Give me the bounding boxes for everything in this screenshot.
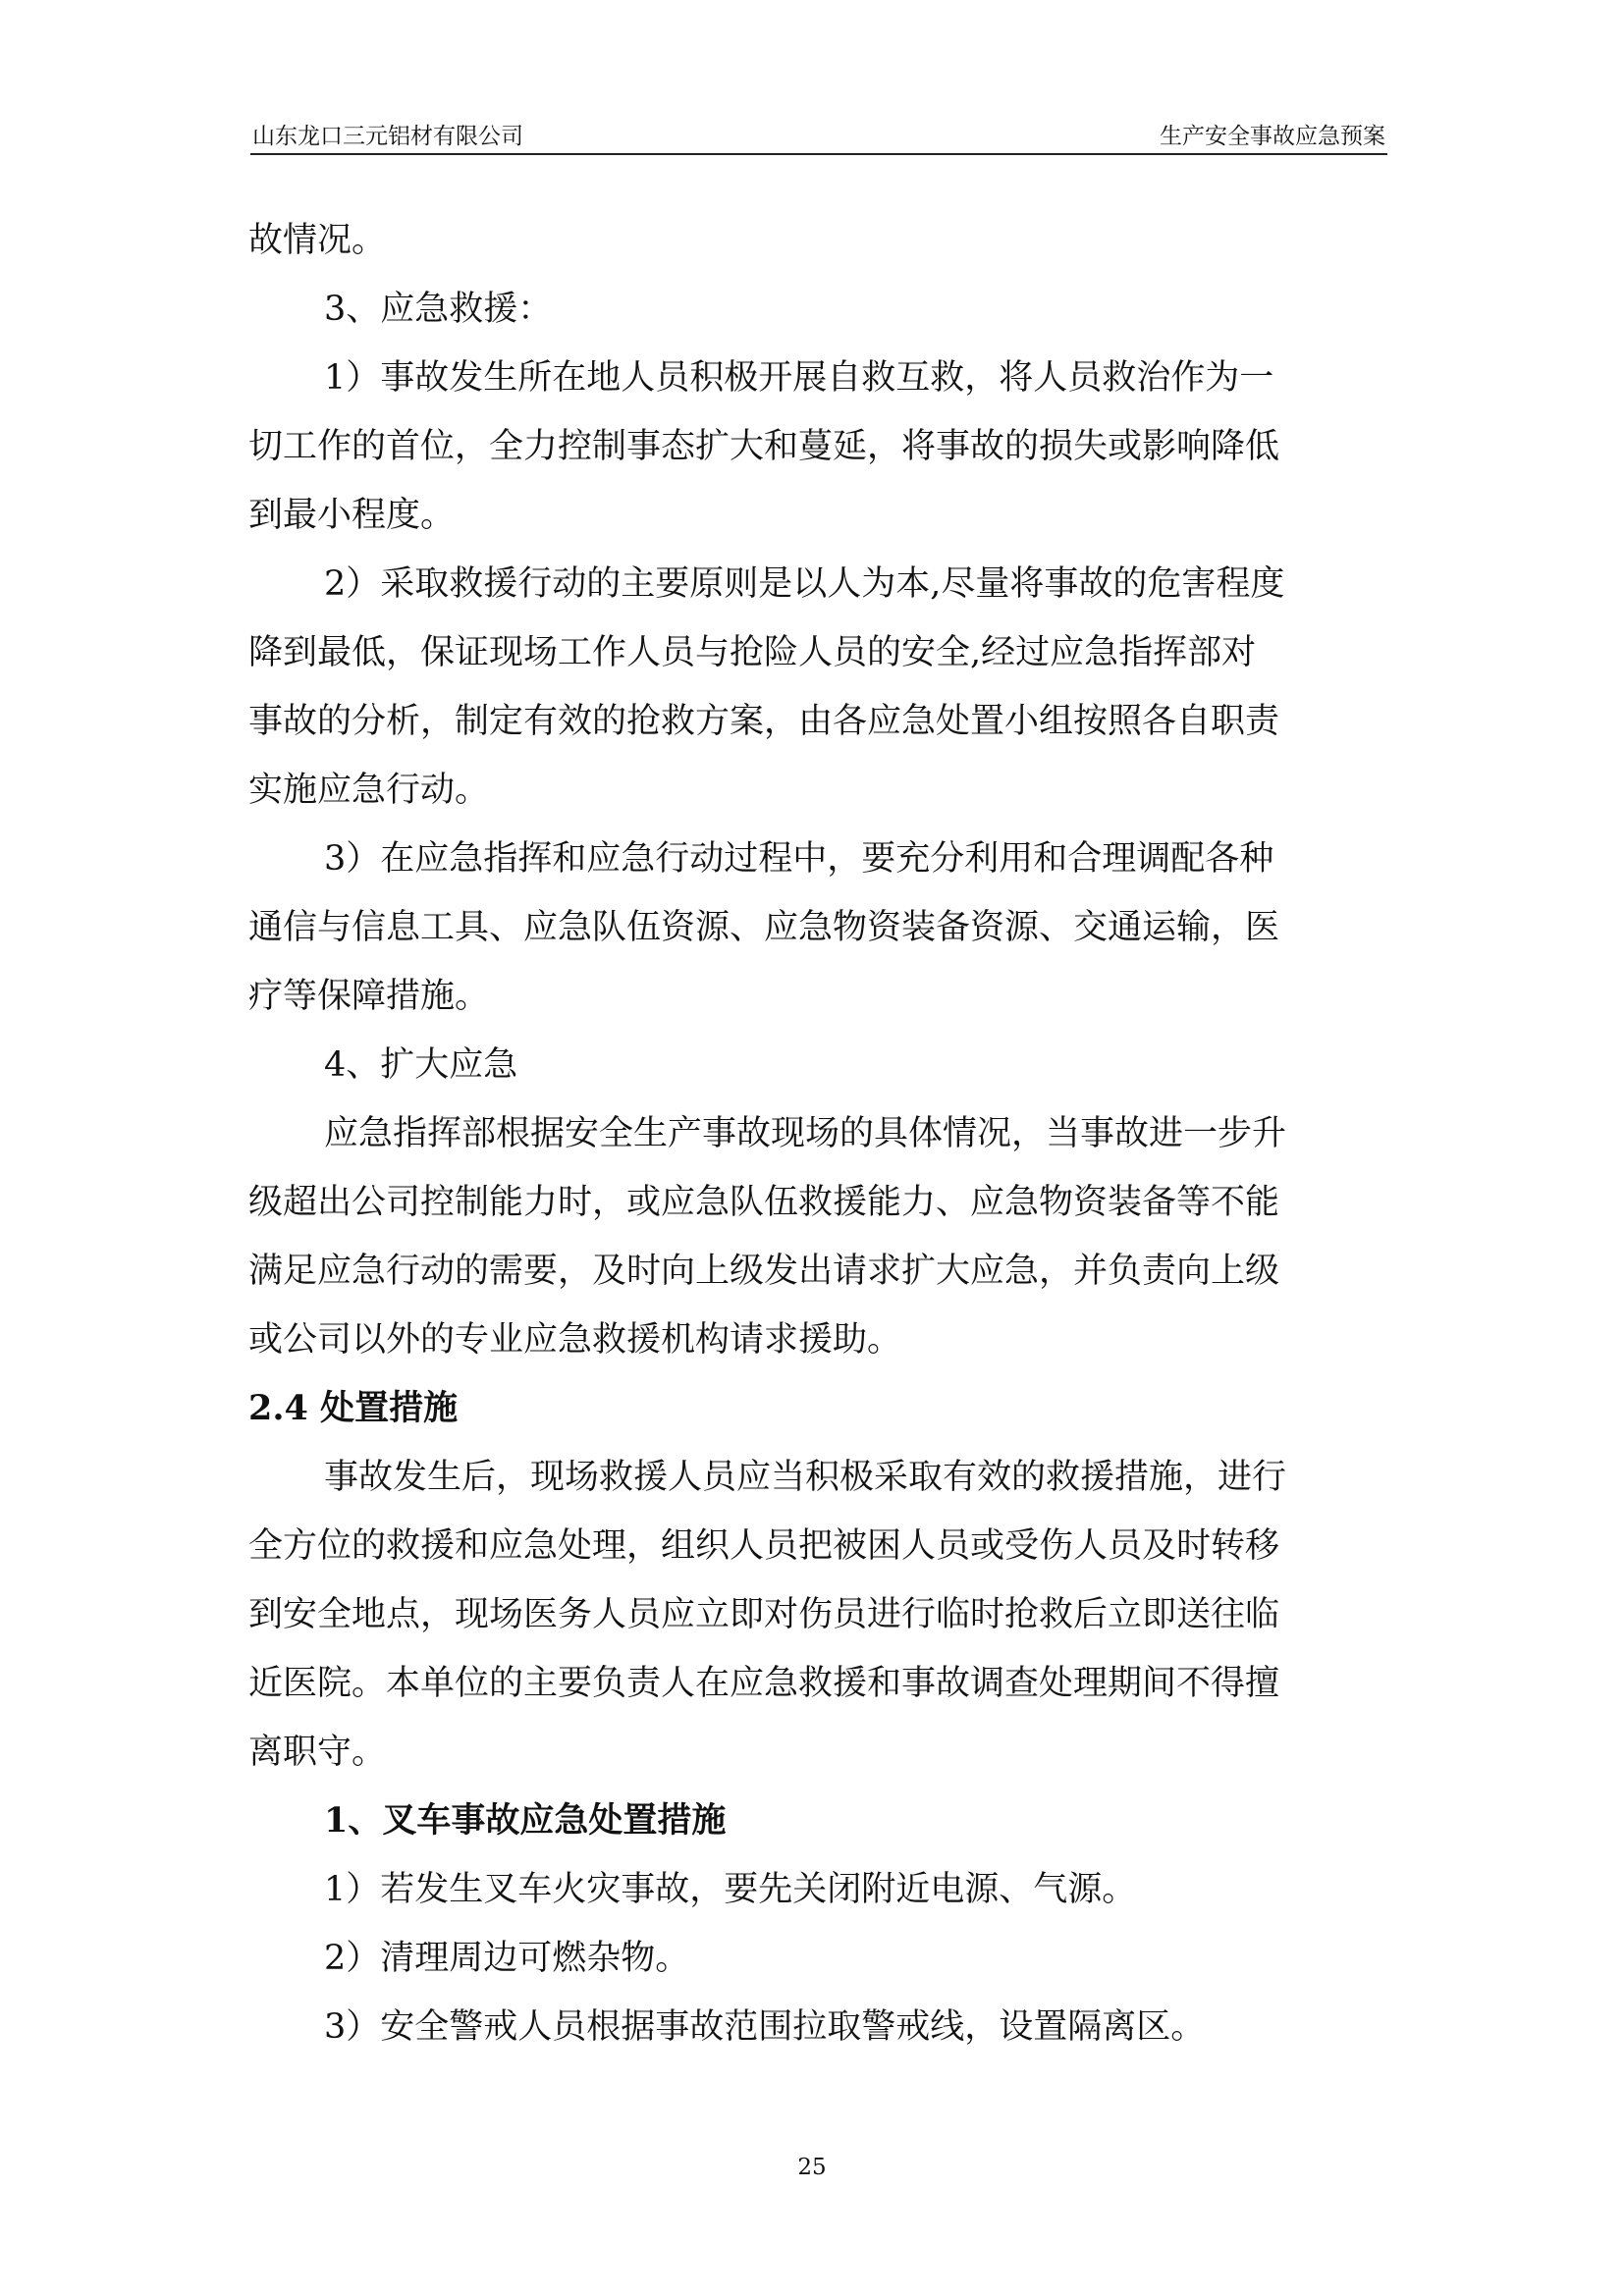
body-text: [248, 206, 1389, 2061]
text-line: 到最小程度。: [248, 496, 456, 535]
text-line: 事故的分析，制定有效的抢救方案，由各应急处置小组按照各自职责: [248, 702, 1280, 741]
text-line: 级超出公司控制能力时，或应急队伍救援能力、应急物资装备等不能: [248, 1183, 1280, 1222]
text-line: 4、扩大应急: [324, 1045, 518, 1085]
text-line: 降到最低，保证现场工作人员与抢险人员的安全,经过应急指挥部对: [248, 633, 1257, 672]
text-line: 实施应急行动。: [248, 771, 490, 810]
text-line: 故情况。: [248, 221, 387, 260]
text-line: 3）在应急指挥和应急行动过程中，要充分利用和合理调配各种: [324, 839, 1274, 879]
text-line: 全方位的救援和应急处理，组织人员把被困人员或受伤人员及时转移: [248, 1526, 1280, 1566]
text-line: 1）若发生叉车火灾事故，要先关闭附近电源、气源。: [324, 1870, 1137, 1909]
section-heading: 1、叉车事故应急处置措施: [324, 1800, 727, 1841]
text-line: 切工作的首位，全力控制事态扩大和蔓延，将事故的损失或影响降低: [248, 427, 1280, 466]
text-line: 满足应急行动的需要，及时向上级发出请求扩大应急，并负责向上级: [248, 1252, 1280, 1291]
text-line: 近医院。本单位的主要负责人在应急救援和事故调查处理期间不得擅: [248, 1664, 1280, 1703]
text-line: 或公司以外的专业应急救援机构请求援助。: [248, 1320, 902, 1360]
text-line: 通信与信息工具、应急队伍资源、应急物资装备资源、交通运输，医: [248, 908, 1280, 947]
page-number: 25: [797, 2155, 827, 2180]
text-line: 事故发生后，现场救援人员应当积极采取有效的救援措施，进行: [324, 1458, 1287, 1497]
text-line: 应急指挥部根据安全生产事故现场的具体情况，当事故进一步升: [324, 1114, 1287, 1153]
text-line: 离职守。: [248, 1733, 387, 1772]
page-header: [250, 116, 1387, 155]
section-heading: 2.4 处置措施: [248, 1388, 459, 1428]
text-line: 3、应急救援：: [324, 290, 553, 329]
header-document-title: 生产安全事故应急预案: [1160, 124, 1385, 149]
text-line: 3）安全警戒人员根据事故范围拉取警戒线，设置隔离区。: [324, 2007, 1206, 2047]
text-line: 1）事故发生所在地人员积极开展自救互救，将人员救治作为一: [324, 358, 1274, 398]
text-line: 疗等保障措施。: [248, 977, 490, 1016]
text-line: 2）清理周边可燃杂物。: [324, 1939, 690, 1978]
header-company: 山东龙口三元铝材有限公司: [252, 124, 523, 149]
text-line: 到安全地点，现场医务人员应立即对伤员进行临时抢救后立即送往临: [248, 1595, 1280, 1634]
text-line: 2）采取救援行动的主要原则是以人为本,尽量将事故的危害程度: [324, 564, 1285, 604]
